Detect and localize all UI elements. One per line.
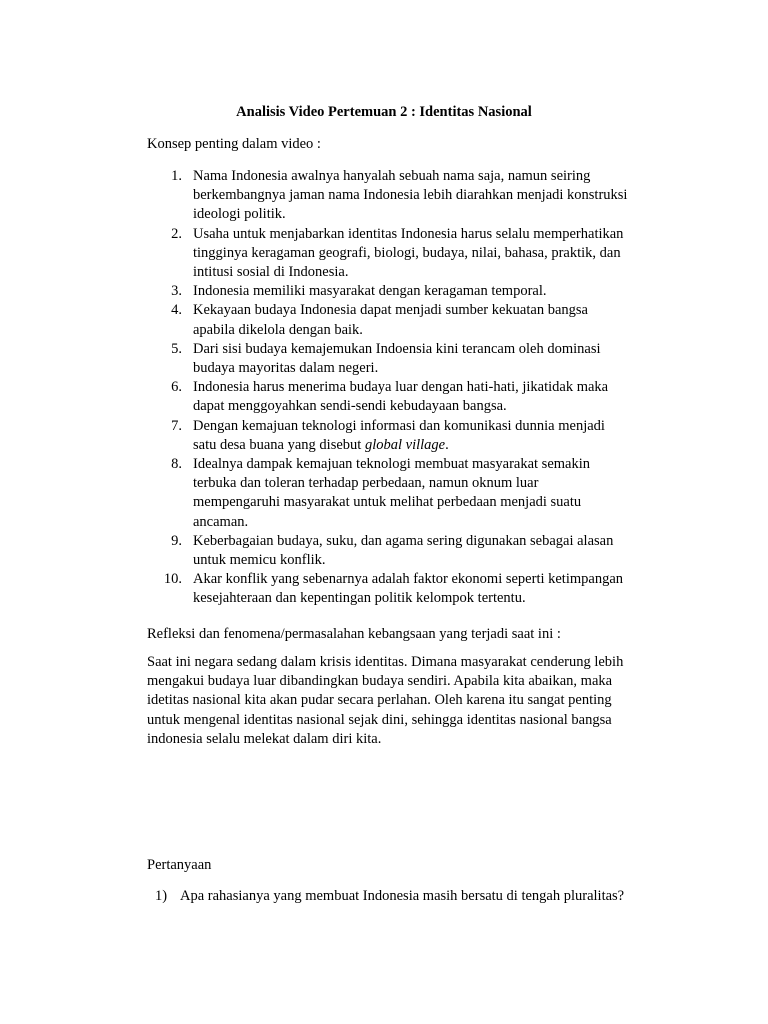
list-item [147, 282, 657, 301]
list-item-number: 3. [171, 283, 182, 300]
list-item [147, 455, 657, 532]
list-item-text: Nama Indonesia awalnya hanyalah sebuah nama saja, namun seiring berkembangnya jaman nama Indonesia lebih diarahkan menjadi konstruksi ideologi politik. [193, 168, 628, 223]
list-item [147, 417, 657, 455]
list-item [147, 167, 657, 225]
list-item-number: 10. [163, 571, 182, 588]
list-item-text: Keberbagaian budaya, suku, dan agama sering digunakan sebagai alasan untuk memicu konflik. [193, 532, 614, 569]
paragraph-line: Saat ini negara sedang dalam krisis identitas. Dimana masyarakat cenderung lebih [147, 654, 624, 670]
question-item [155, 887, 675, 906]
list-item-text: Dengan kemajuan teknologi informasi dan komunikasi dunnia menjadi satu desa buana yang disebut global village. [193, 417, 605, 453]
list-item [147, 532, 657, 570]
list-item [147, 340, 657, 378]
concepts-heading: Konsep penting dalam video : [147, 136, 321, 152]
list-item-number: 8. [171, 456, 182, 473]
paragraph-line: mengakui budaya luar dibandingkan budaya sendiri. Apabila kita abaikan, maka [147, 673, 613, 690]
question-number: 1) [155, 888, 168, 904]
list-item-text: Kekayaan budaya Indonesia dapat menjadi sumber kekuatan bangsa apabila dikelola dengan baik. [193, 302, 588, 338]
list-item-text: Akar konflik yang sebenarnya adalah faktor ekonomi seperti ketimpangan kesejahteraan dan kepentingan politik kelompok tertentu. [193, 571, 624, 607]
list-item [147, 225, 657, 283]
document-title: Analisis Video Pertemuan 2 : Identitas Nasional [236, 104, 532, 120]
list-item-number: 9. [171, 532, 182, 549]
list-item [147, 301, 657, 339]
paragraph-line: idetitas nasional kita akan pudar secara perlahan. Oleh karena itu sangat penting [147, 692, 612, 709]
list-item-number: 2. [171, 225, 182, 242]
list-item-number: 1. [171, 168, 182, 184]
paragraph-line: indonesia selalu melekat dalam diri kita. [147, 730, 382, 747]
paragraph-line: untuk mengenal identitas nasional sejak dini, sehingga identitas nasional bangsa [147, 711, 612, 728]
list-item-number: 6. [171, 379, 182, 396]
list-item-number: 4. [171, 302, 182, 319]
list-item-text: Indonesia memiliki masyarakat dengan keragaman temporal. [193, 283, 547, 300]
list-item-text: Idealnya dampak kemajuan teknologi membuat masyarakat semakin terbuka dan toleran terhadap perbedaan, namun oknum luar mempengaruhi masyarakat untuk melihat perbedaan menjadi suatu ancaman. [193, 456, 591, 530]
list-item [147, 378, 657, 416]
questions-heading: Pertanyaan [147, 857, 212, 873]
list-item-text: Indonesia harus menerima budaya luar dengan hati-hati, jikatidak maka dapat menggoyahkan sendi-sendi kebudayaan bangsa. [193, 379, 609, 415]
list-item [147, 570, 657, 608]
reflection-heading: Refleksi dan fenomena/permasalahan kebangsaan yang terjadi saat ini : [147, 626, 561, 642]
list-item-text: Usaha untuk menjabarkan identitas Indonesia harus selalu memperhatikan tingginya keragaman geografi, biologi, budaya, nilai, bahasa, praktik, dan intitusi sosial di Indonesia. [193, 225, 624, 281]
question-text: Apa rahasianya yang membuat Indonesia masih bersatu di tengah pluralitas? [180, 888, 625, 904]
italic-term: global village [364, 436, 446, 453]
concepts-list [147, 167, 657, 609]
list-item-number: 7. [171, 417, 182, 434]
reflection-paragraph [147, 653, 652, 749]
list-item-text: Dari sisi budaya kemajemukan Indoensia kini terancam oleh dominasi budaya mayoritas dalam negeri. [193, 340, 601, 377]
list-item-number: 5. [171, 340, 182, 357]
